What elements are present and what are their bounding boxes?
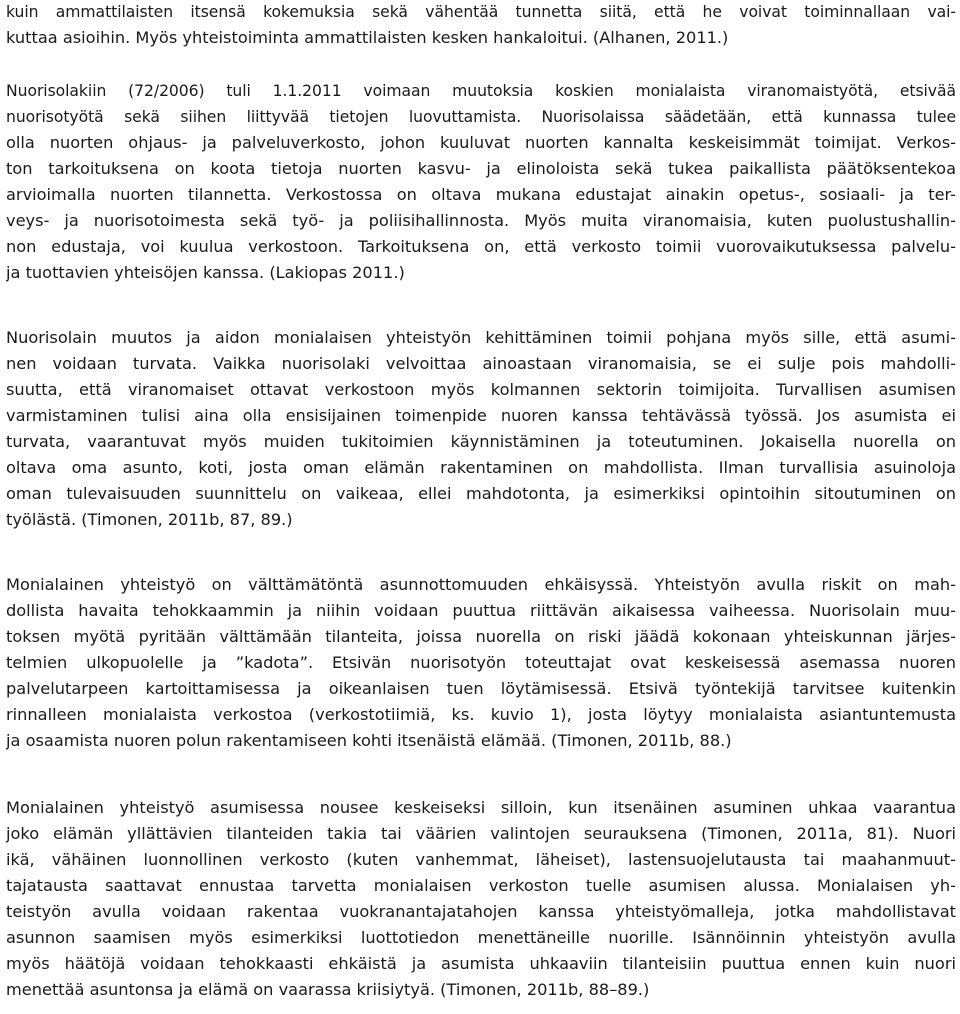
text-line: Monialainen yhteistyö asumisessa nousee keskeiseksi silloin, kun itsenäinen asuminen uhkaa vaarantua [6, 798, 956, 817]
text-line: menettää asuntonsa ja elämä on vaarassa kriisiytyä. (Timonen, 2011b, 88–89.) [6, 980, 650, 999]
text-line: ja osaamista nuoren polun rakentamiseen kohti itsenäistä elämää. (Timonen, 2011b, 88.) [6, 731, 732, 750]
text-line: Monialainen yhteistyö on välttämätöntä asunnottomuuden ehkäisyssä. Yhteistyön avulla riskit on mah- [6, 575, 956, 594]
text-line: työlästä. (Timonen, 2011b, 87, 89.) [6, 510, 293, 529]
text-line: palvelutarpeen kartoittamisessa ja oikeanlaisen tuen löytämisessä. Etsivä työntekijä tarvitsee kuitenkin [6, 679, 956, 698]
text-line: ikä, vähäinen luonnollinen verkosto (kuten vanhemmat, läheiset), lastensuojelutausta tai maahanmuut- [6, 850, 956, 869]
text-line: myös häätöjä voidaan tehokkaasti ehkäistä ja asumista uhkaaviin tilanteisiin puuttua ennen kuin nuori [6, 954, 956, 973]
text-line: toksen myötä pyritään välttämään tilanteita, joissa nuorella on riski jäädä kokonaan yhteiskunnan järjes- [6, 627, 956, 646]
text-line: asunnon saamisen myös esimerkiksi luottotiedon menettäneille nuorille. Isännöinnin yhteistyön avulla [6, 928, 956, 947]
text-line: ja tuottavien yhteisöjen kanssa. (Lakiopas 2011.) [6, 263, 405, 282]
text-line: teistyön avulla voidaan rakentaa vuokranantajatahojen kanssa yhteistyömalleja, jotka mahdollistavat [6, 902, 956, 921]
text-line: dollista havaita tehokkaammin ja niihin voidaan puuttua riittävän aikaisessa vaiheessa. Nuorisolain muu- [6, 601, 956, 620]
text-line: kuttaa asioihin. Myös yhteistoiminta ammattilaisten kesken hankaloitui. (Alhanen, 2011.) [6, 28, 729, 47]
text-line: Nuorisolakiin (72/2006) tuli 1.1.2011 voimaan muutoksia koskien monialaista viranomaistyötä, etsivää [6, 82, 956, 100]
text-line: suutta, että viranomaiset ottavat verkostoon myös kolmannen sektorin toimijoita. Turvallisen asumisen [6, 380, 956, 399]
text-line: turvata, vaarantuvat myös muiden tukitoimien käynnistäminen ja toteutuminen. Jokaisella nuorella on [6, 432, 956, 451]
paragraph-monialainen-yhteistyo [6, 572, 956, 754]
paragraph-nuorisolaki [6, 78, 956, 286]
text-line: joko elämän yllättävien tilanteiden takia tai väärien valintojen seurauksena (Timonen, 2011a, 81). Nuori [6, 824, 956, 843]
text-line: ton tarkoituksena on koota tietoja nuorten kasvu- ja elinoloista sekä tukea paikallista päätöksentekoa [6, 159, 956, 178]
text-line: nuorisotyötä sekä siihen liittyvää tietojen luovuttamista. Nuorisolaissa säädetään, että kunnassa tulee [6, 108, 956, 126]
text-line: oltava oma asunto, koti, josta oman elämän rakentaminen on mahdollista. Ilman turvallisia asuinoloja [6, 458, 956, 477]
text-line: Nuorisolain muutos ja aidon monialaisen yhteistyön kehittäminen toimii pohjana myös sille, että asumi- [6, 328, 956, 347]
text-line: non edustaja, voi kuulua verkostoon. Tarkoituksena on, että verkosto toimii vuorovaikutuksessa palvelu- [6, 237, 956, 256]
paragraph-continuation [6, 0, 956, 51]
text-line: kuin ammattilaisten itsensä kokemuksia sekä vähentää tunnetta siitä, että he voivat toiminnallaan vai- [6, 3, 956, 21]
text-line: varmistaminen tulisi aina olla ensisijainen toimenpide nuoren kanssa tehtävässä työssä. Jos asumista ei [6, 406, 956, 425]
text-line: veys- ja nuorisotoimesta sekä työ- ja poliisihallinnosta. Myös muita viranomaisia, kuten puolustushallin- [6, 211, 956, 230]
text-line: olla nuorten ohjaus- ja palveluverkosto, johon kuuluvat nuorten kannalta keskeisimmät toimijat. Verkos- [6, 133, 956, 152]
text-line: nen voidaan turvata. Vaikka nuorisolaki velvoittaa ainoastaan viranomaisia, se ei sulje pois mahdolli- [6, 354, 956, 373]
text-line: telmien ulkopuolelle ja ”kadota”. Etsivän nuorisotyön toteuttajat ovat keskeisessä asemassa nuoren [6, 653, 956, 672]
text-line: arvioimalla nuorten tilannetta. Verkostossa on oltava mukana edustajat ainakin opetus-, sosiaali- ja ter- [6, 185, 956, 204]
paragraph-muutos [6, 325, 956, 533]
text-line: rinnalleen monialaista verkostoa (verkostotiimiä, ks. kuvio 1), josta löytyy monialaista asiantuntemusta [6, 705, 956, 724]
paragraph-asuminen [6, 795, 956, 1003]
text-line: tajatausta saattavat ennustaa tarvetta monialaisen verkoston tuelle asumisen alussa. Monialaisen yh- [6, 876, 956, 895]
text-line: oman tulevaisuuden suunnittelu on vaikeaa, ellei mahdotonta, ja esimerkiksi opintoihin sitoutuminen on [6, 484, 956, 503]
